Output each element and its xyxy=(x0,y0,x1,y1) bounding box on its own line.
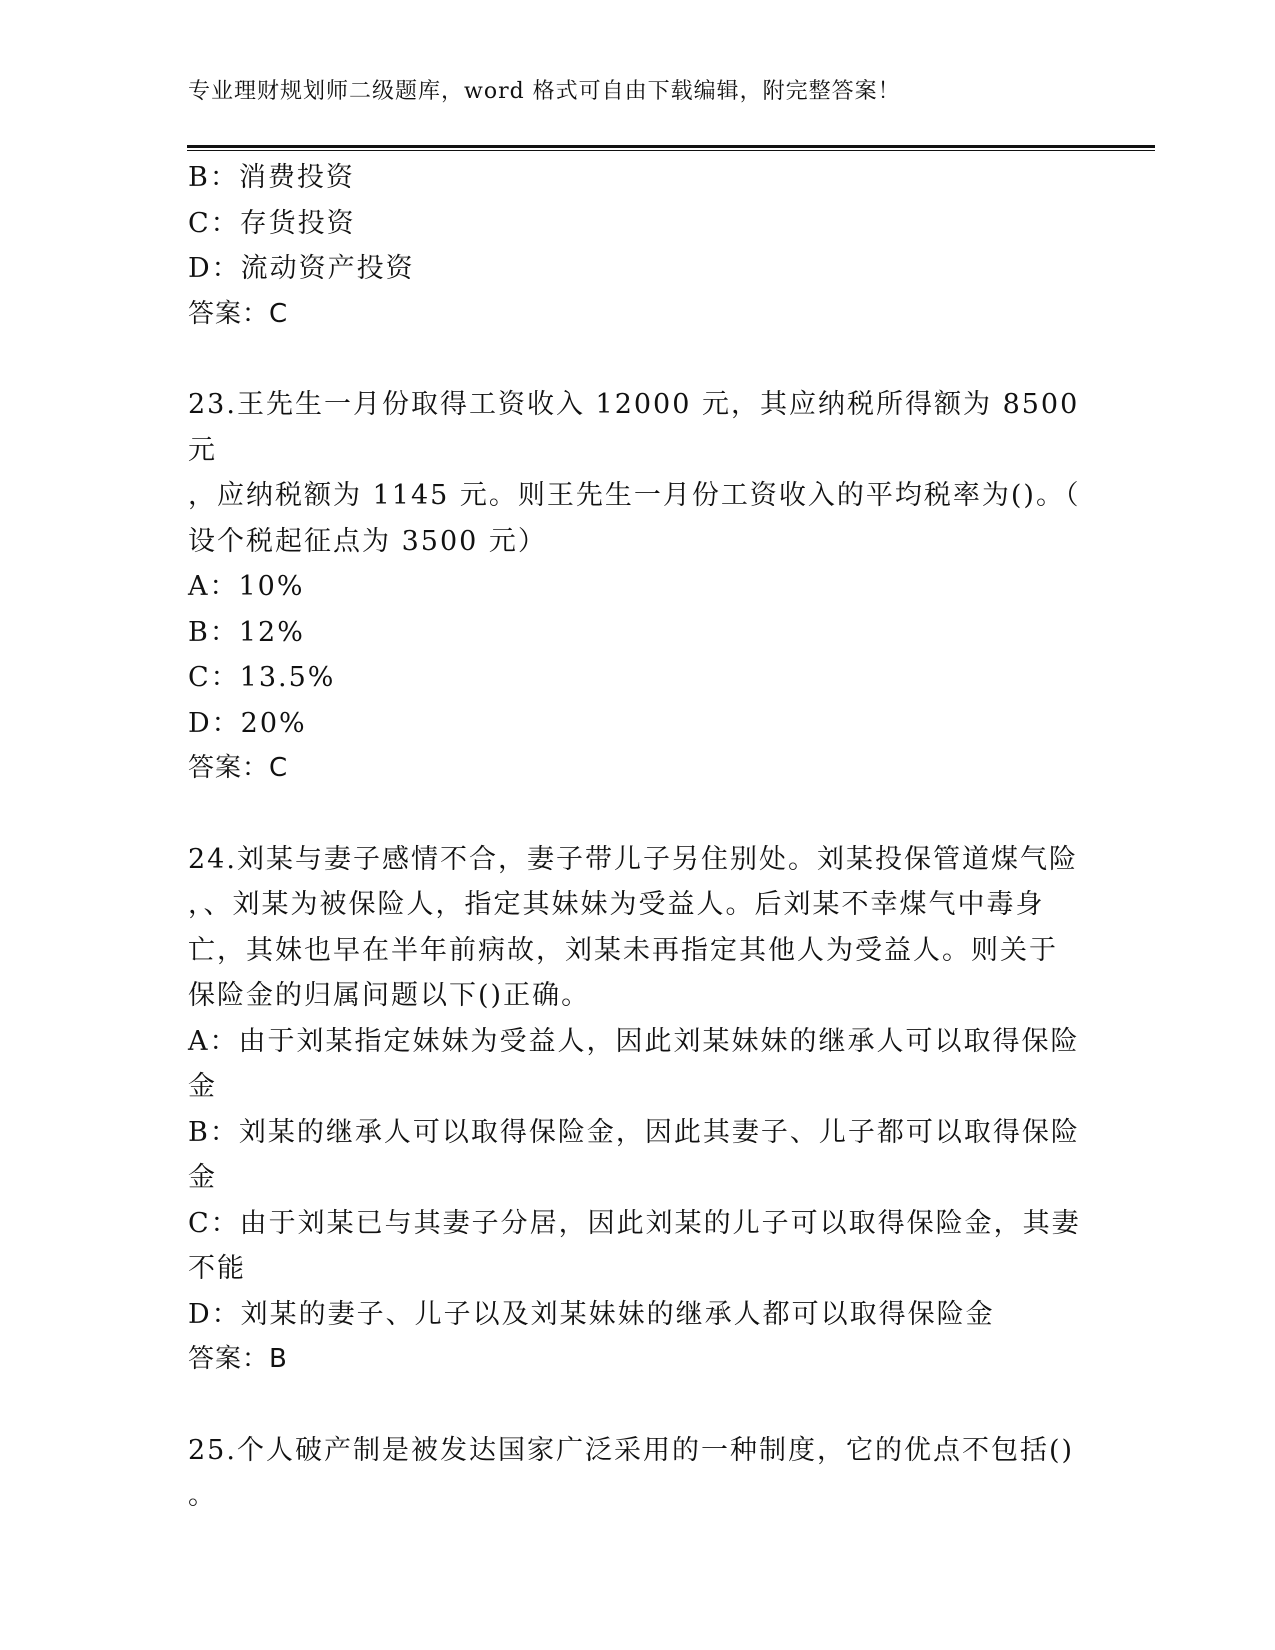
page-header: 专业理财规划师二级题库，word 格式可自由下载编辑，附完整答案！ xyxy=(188,79,901,104)
option-c: C：存货投资 xyxy=(188,207,356,239)
question-text-line: 23.王先生一月份取得工资收入 12000 元，其应纳税所得额为 8500 元 xyxy=(188,389,1080,466)
question-text-line: 保险金的归属问题以下()正确。 xyxy=(188,980,591,1011)
option-c: C：由于刘某已与其妻子分居，因此刘某的儿子可以取得保险金，其妻 xyxy=(188,1207,1081,1239)
option-b: B：消费投资 xyxy=(188,162,355,193)
option-c-continued: 不能 xyxy=(188,1253,246,1284)
question-22-continued xyxy=(188,155,1088,337)
question-24 xyxy=(188,837,1088,1383)
option-b: B：12% xyxy=(188,616,305,648)
option-b-continued: 金 xyxy=(188,1162,217,1193)
question-text-line: ，、刘某为被保险人，指定其妹妹为受益人。后刘某不幸煤气中毒身 xyxy=(188,889,1045,920)
option-d: D：刘某的妻子、儿子以及刘某妹妹的继承人都可以取得保险金 xyxy=(188,1298,995,1330)
option-d: D：流动资产投资 xyxy=(188,253,415,284)
question-text-line: 亡，其妹也早在半年前病故，刘某未再指定其他人为受益人。则关于 xyxy=(188,934,1058,966)
option-a: A：由于刘某指定妹妹为受益人，因此刘某妹妹的继承人可以取得保险 xyxy=(188,1025,1080,1057)
answer-line: 答案：B xyxy=(188,1344,288,1374)
answer-line: 答案：C xyxy=(188,753,289,783)
question-25 xyxy=(188,1428,1088,1519)
header-rule-thick xyxy=(187,145,1155,148)
answer-line: 答案：C xyxy=(188,298,289,329)
question-text-line: 。 xyxy=(188,1480,217,1511)
option-c: C：13.5% xyxy=(188,662,336,693)
question-text-line: 设个税起征点为 3500 元） xyxy=(188,525,547,557)
document-body xyxy=(188,155,1088,1519)
question-text-line: 24.刘某与妻子感情不合，妻子带儿子另住别处。刘某投保管道煤气险 xyxy=(188,843,1078,875)
option-b: B：刘某的继承人可以取得保险金，因此其妻子、儿子都可以取得保险 xyxy=(188,1116,1080,1148)
question-23 xyxy=(188,382,1088,792)
header-rule-thin xyxy=(187,150,1155,151)
option-a-continued: 金 xyxy=(188,1071,217,1102)
question-text-line: ，应纳税额为 1145 元。则王先生一月份工资收入的平均税率为()。（ xyxy=(188,480,1081,511)
option-a: A：10% xyxy=(188,571,305,602)
question-text-line: 25.个人破产制是被发达国家广泛采用的一种制度，它的优点不包括() xyxy=(188,1434,1075,1466)
option-d: D：20% xyxy=(188,707,307,739)
